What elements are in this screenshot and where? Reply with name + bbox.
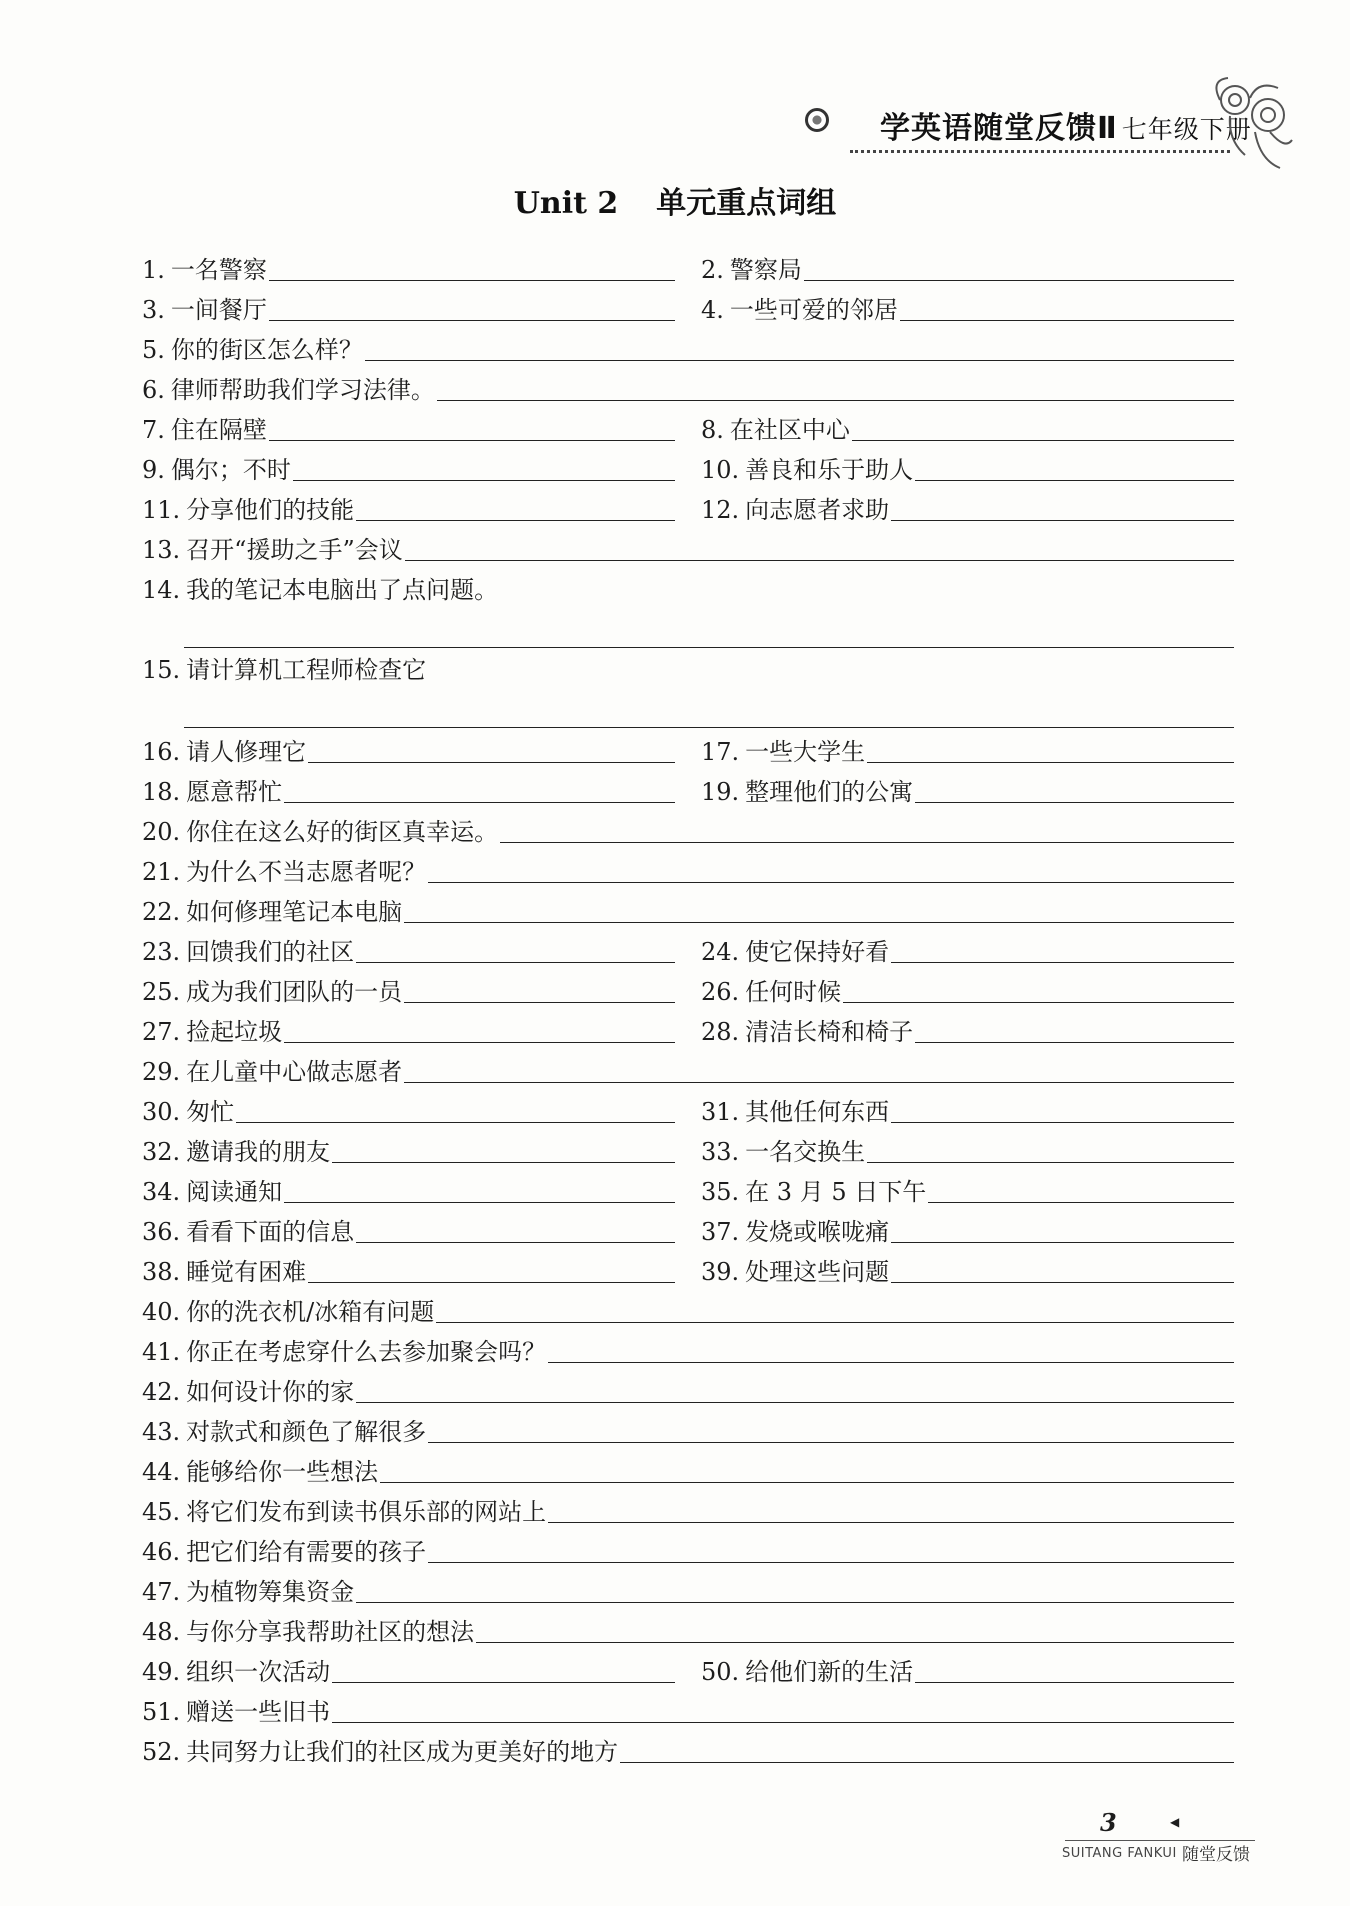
exercise-item-52 [142,1727,1234,1767]
header-dotted-rule [850,150,1230,153]
item-prompt: 愿意帮忙 [186,778,283,806]
exercise-item-3 [142,285,675,325]
answer-blank[interactable] [620,1761,1234,1763]
exercise-item-48 [142,1607,1234,1647]
item-prompt: 为什么不当志愿者呢？ [186,858,427,886]
answer-blank[interactable] [867,1161,1234,1163]
item-number: 28. [701,1018,740,1046]
answer-blank[interactable] [284,801,675,803]
answer-blank[interactable] [365,359,1234,361]
exercise-item-10 [701,445,1234,485]
exercise-item-18 [142,767,675,807]
page-number: 3 [1100,1808,1117,1837]
answer-blank[interactable] [332,1681,675,1683]
exercise-item-22 [142,887,1234,927]
item-number: 30. [142,1098,181,1126]
item-number: 16. [142,738,181,766]
item-prompt: 组织一次活动 [186,1658,331,1686]
item-number: 17. [701,738,740,766]
item-prompt: 你正在考虑穿什么去参加聚会吗？ [186,1338,547,1366]
exercise-item-5 [142,325,1234,365]
answer-blank[interactable] [356,1601,1234,1603]
exercise-item-13 [142,525,1234,565]
item-prompt: 请计算机工程师检查它 [186,656,427,684]
unit-topic: 单元重点词组 [656,186,837,221]
item-prompt: 发烧或喉咙痛 [745,1218,890,1246]
item-prompt: 分享他们的技能 [186,496,355,524]
item-number: 44. [142,1458,181,1486]
item-number: 13. [142,536,181,564]
item-number: 20. [142,818,181,846]
answer-blank[interactable] [915,479,1234,481]
item-prompt: 整理他们的公寓 [745,778,914,806]
answer-blank[interactable] [269,279,675,281]
item-prompt: 一些大学生 [745,738,866,766]
item-prompt: 住在隔壁 [170,416,267,444]
exercise-item-6 [142,365,1234,405]
exercise-item-44 [142,1447,1234,1487]
item-number: 7. [142,416,165,444]
exercise-item-35 [701,1167,1234,1207]
answer-blank[interactable] [891,1121,1234,1123]
item-number: 51. [142,1698,181,1726]
answer-blank[interactable] [900,319,1234,321]
answer-blank[interactable] [891,961,1234,963]
answer-blank[interactable] [332,1721,1234,1723]
answer-blank[interactable] [356,1241,675,1243]
answer-blank[interactable] [356,961,675,963]
exercise-item-33 [701,1127,1234,1167]
item-number: 52. [142,1738,181,1766]
answer-blank[interactable] [308,761,675,763]
exercise-item-16 [142,727,675,767]
item-number: 48. [142,1618,181,1646]
exercise-item-39 [701,1247,1234,1287]
item-number: 2. [701,256,724,284]
answer-blank[interactable] [284,1041,675,1043]
exercise-item-7 [142,405,675,445]
item-number: 31. [701,1098,740,1126]
item-prompt: 睡觉有困难 [186,1258,307,1286]
exercise-item-9 [142,445,675,485]
item-number: 34. [142,1178,181,1206]
item-number: 8. [701,416,724,444]
exercise-item-47 [142,1567,1234,1607]
page-arrow-icon: ◀ [1170,1815,1180,1829]
item-number: 21. [142,858,181,886]
item-prompt: 任何时候 [745,978,842,1006]
item-number: 24. [701,938,740,966]
exercise-item-37 [701,1207,1234,1247]
book-grade: 七年级下册 [1121,115,1252,144]
item-prompt: 把它们给有需要的孩子 [186,1538,427,1566]
item-prompt: 一间餐厅 [170,296,267,324]
item-number: 25. [142,978,181,1006]
answer-blank[interactable] [428,1441,1234,1443]
exercise-item-8 [701,405,1234,445]
exercise-item-51 [142,1687,1234,1727]
answer-blank[interactable] [891,1241,1234,1243]
item-prompt: 其他任何东西 [745,1098,890,1126]
item-prompt: 在社区中心 [729,416,850,444]
answer-blank[interactable] [915,1041,1234,1043]
exercise-item-20 [142,807,1234,847]
item-number: 9. [142,456,165,484]
item-number: 26. [701,978,740,1006]
item-prompt: 阅读通知 [186,1178,283,1206]
footer-series-en: SUITANG FANKUI [1062,1846,1177,1861]
item-prompt: 请人修理它 [186,738,307,766]
item-prompt: 回馈我们的社区 [186,938,355,966]
item-number: 3. [142,296,165,324]
exercise-item-15 [142,645,1234,685]
answer-blank[interactable] [476,1641,1234,1643]
answer-blank[interactable] [356,1401,1234,1403]
item-number: 18. [142,778,181,806]
answer-blank[interactable] [428,881,1234,883]
unit-label: Unit 2 [513,186,619,221]
exercise-item-26 [701,967,1234,1007]
item-prompt: 匆忙 [186,1098,235,1126]
answer-blank[interactable] [436,1321,1234,1323]
item-number: 45. [142,1498,181,1526]
answer-blank[interactable] [380,1481,1234,1483]
exercise-item-50 [701,1647,1234,1687]
item-number: 33. [701,1138,740,1166]
item-number: 46. [142,1538,181,1566]
item-number: 42. [142,1378,181,1406]
answer-blank[interactable] [405,559,1234,561]
item-prompt: 如何设计你的家 [186,1378,355,1406]
exercise-item-40 [142,1287,1234,1327]
item-prompt: 善良和乐于助人 [745,456,914,484]
item-prompt: 能够给你一些想法 [186,1458,379,1486]
exercise-item-38 [142,1247,675,1287]
item-number: 6. [142,376,165,404]
item-number: 12. [701,496,740,524]
answer-blank[interactable] [308,1281,675,1283]
item-prompt: 如何修理笔记本电脑 [186,898,403,926]
item-prompt: 捡起垃圾 [186,1018,283,1046]
answer-blank[interactable] [548,1521,1234,1523]
item-number: 11. [142,496,181,524]
item-prompt: 召开“援助之手”会议 [186,536,403,564]
answer-blank[interactable] [804,279,1234,281]
answer-blank[interactable] [356,519,675,521]
item-number: 29. [142,1058,181,1086]
exercise-item-21 [142,847,1234,887]
item-prompt: 你的洗衣机/冰箱有问题 [186,1298,435,1326]
exercise-item-1 [142,245,675,285]
item-prompt: 向志愿者求助 [745,496,890,524]
item-number: 39. [701,1258,740,1286]
item-number: 1. [142,256,165,284]
item-prompt: 将它们发布到读书俱乐部的网站上 [186,1498,547,1526]
answer-blank[interactable] [269,319,675,321]
item-prompt: 清洁长椅和椅子 [745,1018,914,1046]
item-prompt: 偶尔；不时 [170,456,291,484]
answer-blank[interactable] [500,841,1234,843]
answer-blank[interactable] [332,1161,675,1163]
item-number: 43. [142,1418,181,1446]
item-number: 10. [701,456,740,484]
item-prompt: 对款式和颜色了解很多 [186,1418,427,1446]
item-number: 32. [142,1138,181,1166]
item-prompt: 使它保持好看 [745,938,890,966]
exercise-item-36 [142,1207,675,1247]
exercise-item-2 [701,245,1234,285]
answer-blank[interactable] [236,1121,675,1123]
answer-blank[interactable] [293,479,675,481]
exercise-item-43 [142,1407,1234,1447]
answer-blank[interactable] [891,1281,1234,1283]
item-number: 22. [142,898,181,926]
item-prompt: 一些可爱的邻居 [729,296,898,324]
item-number: 38. [142,1258,181,1286]
answer-blank[interactable] [404,921,1234,923]
item-prompt: 一名交换生 [745,1138,866,1166]
book-title [880,103,1252,147]
answer-blank[interactable] [404,1001,675,1003]
answer-blank[interactable] [891,519,1234,521]
item-prompt: 一名警察 [170,256,267,284]
exercise-item-30 [142,1087,675,1127]
exercise-item-25 [142,967,675,1007]
footer-series-cn: 随堂反馈 [1182,1845,1250,1865]
exercise-item-14 [142,565,1234,605]
item-prompt: 警察局 [729,256,802,284]
answer-blank[interactable] [437,399,1234,401]
item-prompt: 律师帮助我们学习法律。 [170,376,435,404]
unit-title [0,178,1350,222]
exercise-item-24 [701,927,1234,967]
exercise-item-4 [701,285,1234,325]
item-number: 50. [701,1658,740,1686]
book-title-main: 学英语随堂反馈Ⅱ [880,111,1118,146]
item-number: 15. [142,656,181,684]
item-number: 23. [142,938,181,966]
item-prompt: 成为我们团队的一员 [186,978,403,1006]
item-number: 41. [142,1338,181,1366]
item-number: 5. [142,336,165,364]
answer-blank[interactable] [548,1361,1234,1363]
answer-blank[interactable] [867,761,1234,763]
exercise-item-11 [142,485,675,525]
exercise-item-29 [142,1047,1234,1087]
exercise-item-12 [701,485,1234,525]
item-number: 4. [701,296,724,324]
item-number: 49. [142,1658,181,1686]
exercise-item-41 [142,1327,1234,1367]
answer-blank[interactable] [915,801,1234,803]
answer-blank[interactable] [852,439,1234,441]
item-prompt: 你的街区怎么样？ [170,336,363,364]
exercise-item-45 [142,1487,1234,1527]
header-bullet-icon [805,108,829,132]
exercise-item-49 [142,1647,675,1687]
item-prompt: 为植物筹集资金 [186,1578,355,1606]
item-prompt: 赠送一些旧书 [186,1698,331,1726]
exercise-item-32 [142,1127,675,1167]
exercise-item-46 [142,1527,1234,1567]
item-number: 19. [701,778,740,806]
exercise-item-19 [701,767,1234,807]
exercise-item-23 [142,927,675,967]
item-number: 35. [701,1178,740,1206]
item-number: 14. [142,576,181,604]
exercise-item-31 [701,1087,1234,1127]
answer-blank[interactable] [843,1001,1234,1003]
exercise-item-42 [142,1367,1234,1407]
exercise-item-27 [142,1007,675,1047]
item-prompt: 在 3 月 5 日下午 [745,1178,927,1206]
exercise-item-34 [142,1167,675,1207]
item-prompt: 看看下面的信息 [186,1218,355,1246]
item-prompt: 给他们新的生活 [745,1658,914,1686]
answer-blank[interactable] [404,1081,1234,1083]
exercise-item-28 [701,1007,1234,1047]
item-prompt: 与你分享我帮助社区的想法 [186,1618,475,1646]
item-number: 47. [142,1578,181,1606]
answer-blank[interactable] [915,1681,1234,1683]
item-number: 27. [142,1018,181,1046]
item-prompt: 你住在这么好的街区真幸运。 [186,818,499,846]
item-prompt: 我的笔记本电脑出了点问题。 [186,576,499,604]
item-number: 36. [142,1218,181,1246]
floral-ornament-icon [1200,70,1300,180]
item-prompt: 处理这些问题 [745,1258,890,1286]
answer-blank[interactable] [428,1561,1234,1563]
answer-blank[interactable] [284,1201,675,1203]
item-prompt: 共同努力让我们的社区成为更美好的地方 [186,1738,619,1766]
answer-blank[interactable] [928,1201,1234,1203]
item-prompt: 邀请我的朋友 [186,1138,331,1166]
answer-blank[interactable] [269,439,675,441]
item-prompt: 在儿童中心做志愿者 [186,1058,403,1086]
exercise-item-17 [701,727,1234,767]
item-number: 40. [142,1298,181,1326]
item-number: 37. [701,1218,740,1246]
